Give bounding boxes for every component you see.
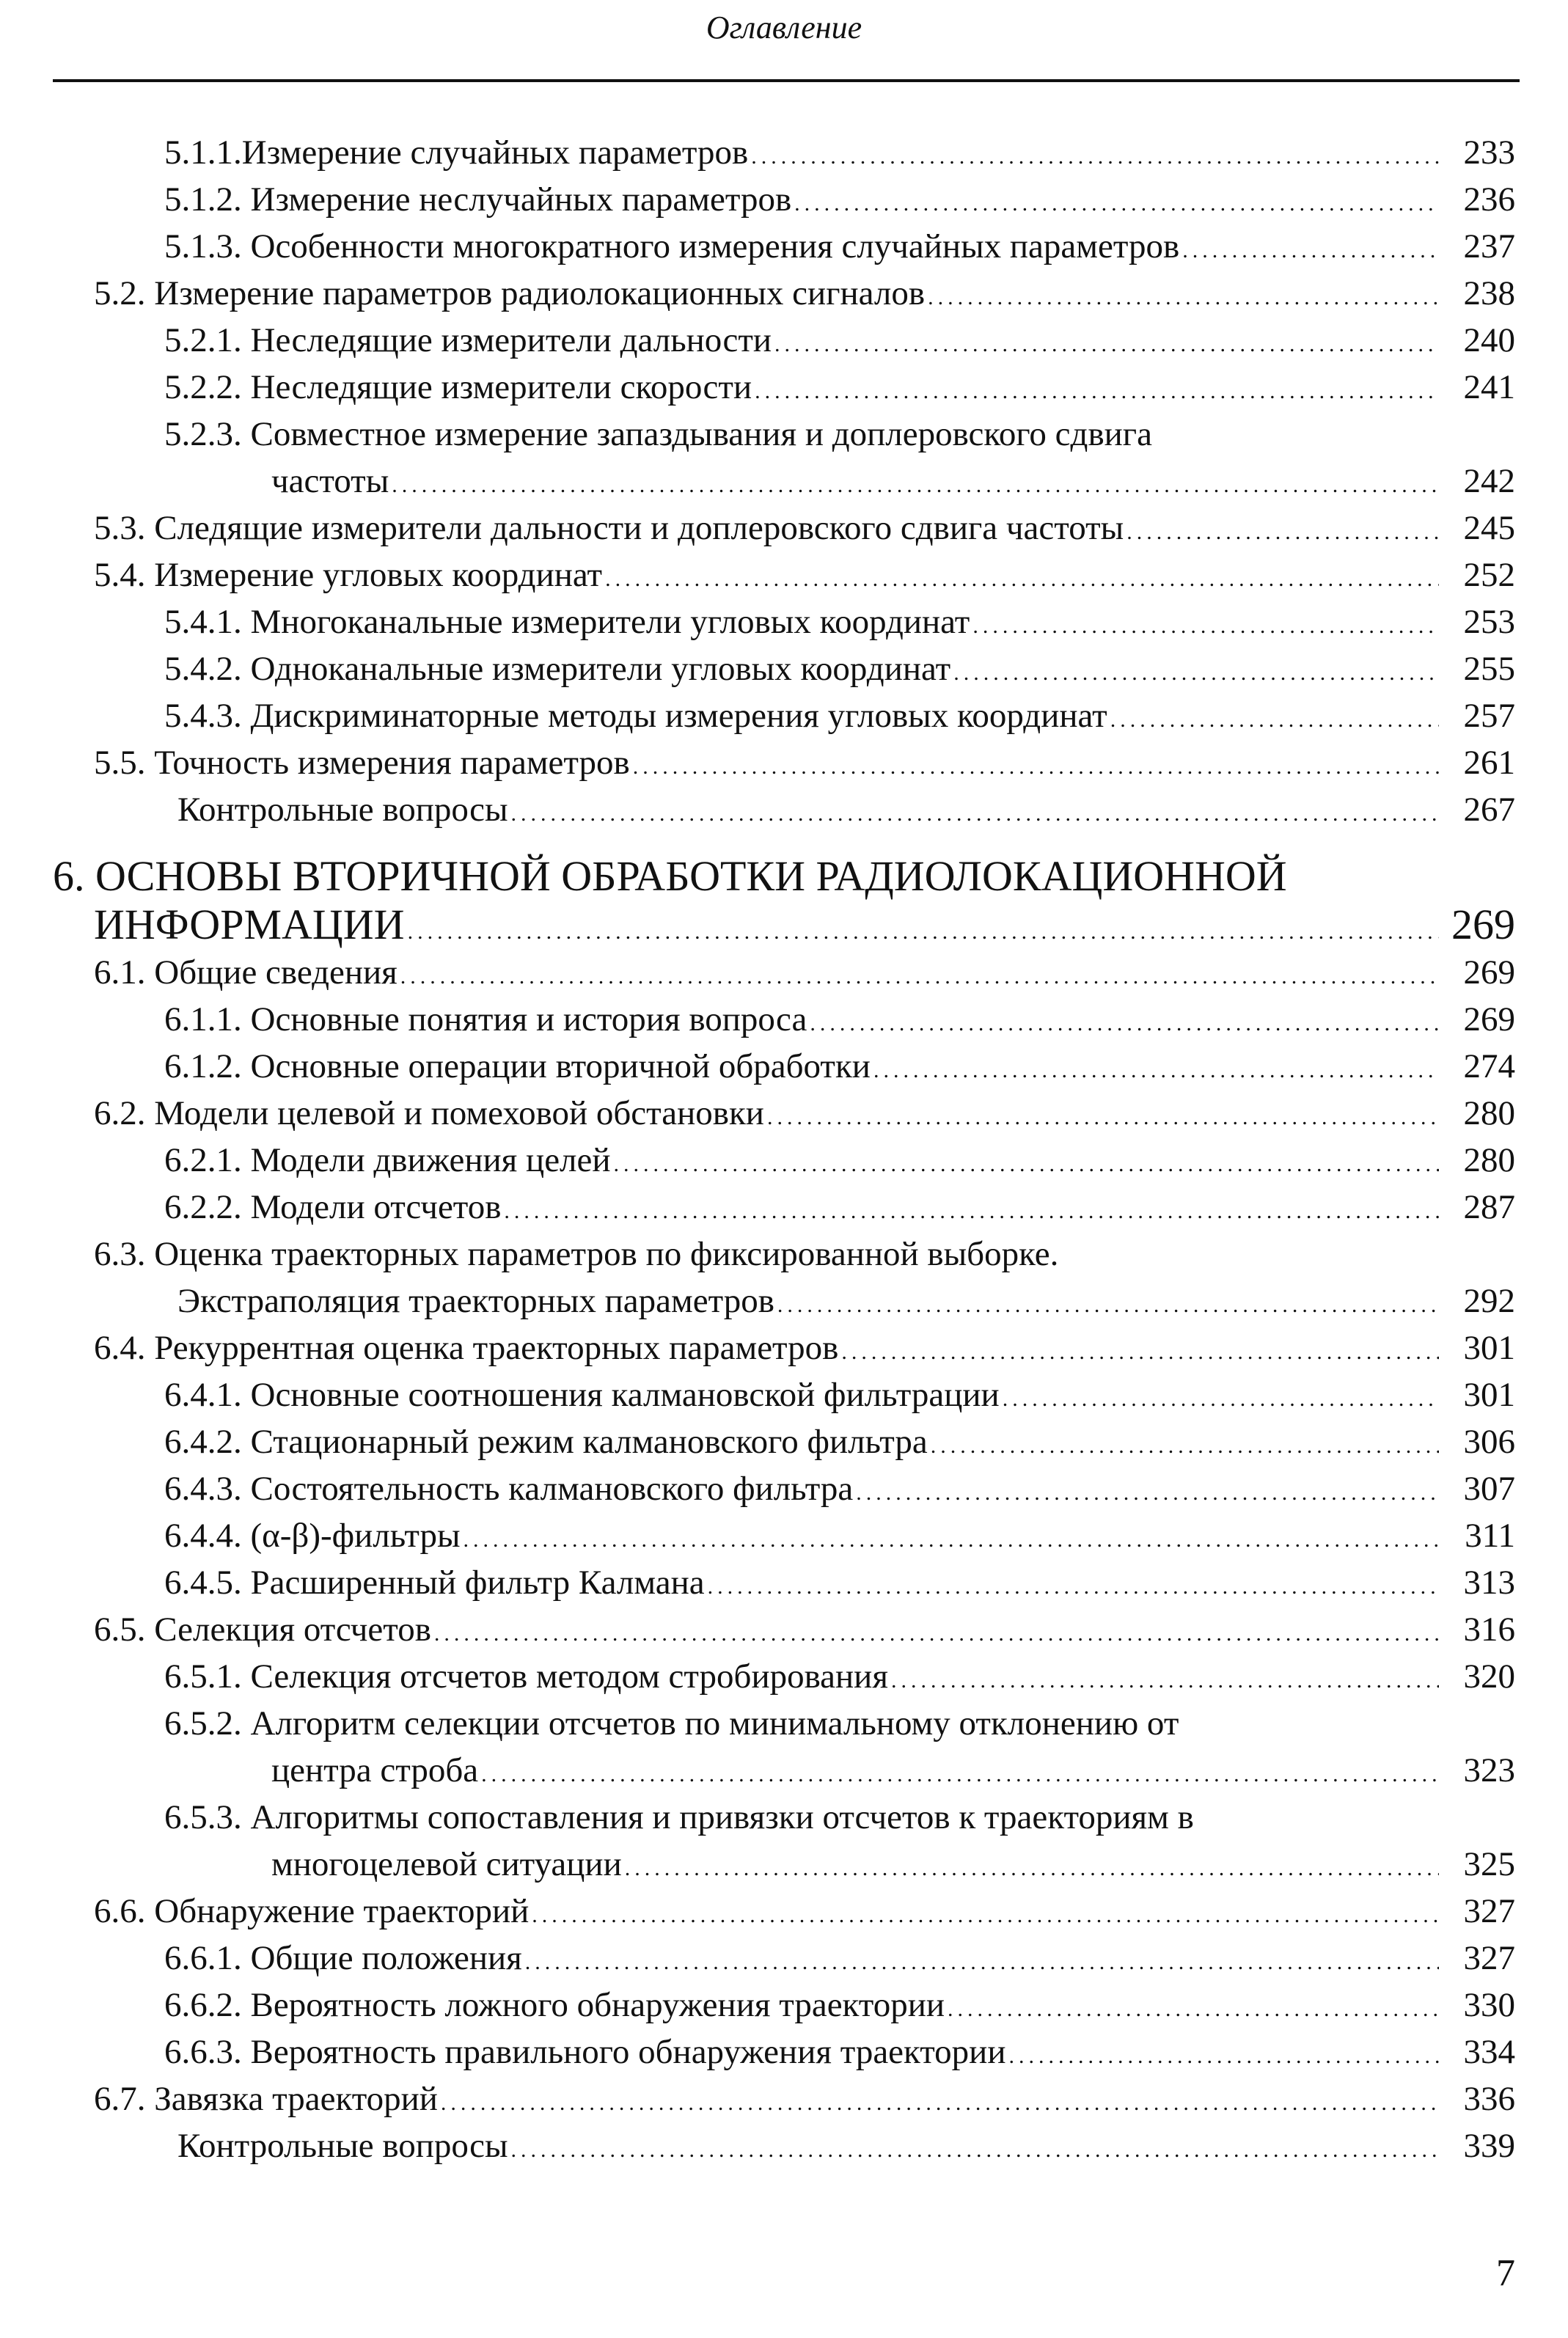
dot-leader bbox=[751, 133, 1439, 180]
toc-entry-title bbox=[164, 1512, 461, 1559]
toc-entry-label: многоцелевой ситуации bbox=[271, 1845, 622, 1883]
toc-entry-continuation bbox=[0, 458, 1568, 505]
toc-entry-label: Алгоритмы сопоставления и привязки отсчетов к траекториям в bbox=[250, 1798, 1194, 1836]
header-rule bbox=[53, 79, 1520, 82]
toc-entry-page: 311 bbox=[1465, 1517, 1515, 1555]
toc-entry bbox=[0, 1888, 1568, 1935]
dot-leader bbox=[1182, 227, 1439, 274]
toc-entry bbox=[0, 1137, 1568, 1184]
toc-entry-page: 241 bbox=[1463, 368, 1515, 406]
toc-entry bbox=[0, 505, 1568, 551]
toc-entry-page: 307 bbox=[1463, 1470, 1515, 1508]
toc-entry bbox=[0, 1324, 1568, 1371]
toc-entry bbox=[0, 317, 1568, 364]
dot-leader bbox=[1110, 697, 1439, 744]
toc-entry-label: Вероятность правильного обнаружения траектории bbox=[250, 2033, 1006, 2071]
toc-entry-title bbox=[271, 1747, 478, 1794]
dot-leader bbox=[774, 321, 1439, 368]
dot-leader bbox=[931, 1423, 1439, 1470]
toc-entry-title bbox=[94, 949, 398, 996]
toc-entry bbox=[0, 1606, 1568, 1653]
toc-entry-title bbox=[164, 411, 1152, 458]
toc-entry-page: 280 bbox=[1463, 1141, 1515, 1179]
toc-entry bbox=[0, 2029, 1568, 2075]
toc-entry bbox=[0, 645, 1568, 692]
toc-entry-title bbox=[164, 1935, 522, 1982]
toc-entry-label: Неследящие измерители скорости bbox=[250, 368, 752, 406]
toc-entry-label: Модели движения целей bbox=[250, 1141, 611, 1179]
toc-entry-title bbox=[94, 505, 1124, 551]
toc-entry-title bbox=[164, 2029, 1005, 2075]
toc-entry-page: 236 bbox=[1463, 180, 1515, 219]
toc-entry-number: 5.2.2. bbox=[164, 368, 251, 406]
toc-entry bbox=[0, 598, 1568, 645]
toc-entry-page: 274 bbox=[1463, 1047, 1515, 1085]
toc-entry-label: Особенности многократного измерения случайных параметров bbox=[250, 227, 1180, 265]
toc-entry-page: 242 bbox=[1463, 462, 1515, 500]
toc-entry bbox=[0, 364, 1568, 411]
toc-entry-label: Основные понятия и история вопроса bbox=[250, 1000, 807, 1038]
dot-leader bbox=[605, 556, 1439, 603]
toc-entry-number: 6.6.2. bbox=[164, 1986, 251, 2024]
toc-entry-page: 269 bbox=[1463, 1000, 1515, 1038]
toc-entry-label: Алгоритм селекции отсчетов по минимальному отклонению от bbox=[250, 1704, 1179, 1742]
toc-entry-number: 6. bbox=[53, 852, 95, 900]
toc-entry-page: 238 bbox=[1463, 274, 1515, 312]
toc-entry-label: Контрольные вопросы bbox=[177, 791, 508, 829]
toc-entry-title bbox=[164, 176, 791, 223]
dot-leader bbox=[1003, 1376, 1439, 1423]
dot-leader bbox=[392, 462, 1439, 509]
dot-leader bbox=[873, 1047, 1439, 1094]
toc-entry-page: 237 bbox=[1463, 227, 1515, 265]
toc-entry bbox=[0, 551, 1568, 598]
dot-leader bbox=[532, 1892, 1439, 1939]
toc-entry-label: Основные соотношения калмановской фильтрации bbox=[250, 1376, 1000, 1414]
toc-entry-title bbox=[164, 317, 772, 364]
toc-entry-number: 6.5.3. bbox=[164, 1798, 251, 1836]
toc-entry-page: 255 bbox=[1463, 650, 1515, 688]
toc-entry-label: Селекция отсчетов bbox=[154, 1610, 431, 1649]
toc-entry-title bbox=[94, 1888, 529, 1935]
toc-entry-title bbox=[164, 1653, 888, 1700]
toc-entry bbox=[0, 786, 1568, 833]
toc-entry bbox=[0, 1559, 1568, 1606]
toc-entry-label: Стационарный режим калмановского фильтра bbox=[250, 1423, 928, 1461]
dot-leader bbox=[400, 953, 1439, 1000]
toc-entry-title bbox=[53, 852, 1287, 901]
toc-entry-number: 5.4.2. bbox=[164, 650, 251, 688]
toc-entry-continuation bbox=[0, 1278, 1568, 1324]
dot-leader bbox=[1126, 509, 1439, 556]
toc-entry bbox=[0, 1700, 1568, 1747]
toc-entry-title bbox=[164, 364, 752, 411]
toc-entry-title bbox=[164, 645, 950, 692]
dot-leader bbox=[794, 180, 1439, 227]
toc-entry-label: Оценка траекторных параметров по фиксированной выборке. bbox=[154, 1235, 1059, 1273]
toc-entry-number: 6.4.3. bbox=[164, 1470, 251, 1508]
toc-entry-label: Состоятельность калмановского фильтра bbox=[250, 1470, 854, 1508]
dot-leader bbox=[625, 1845, 1439, 1892]
dot-leader bbox=[777, 1282, 1439, 1329]
toc-entry-label: Селекция отсчетов методом стробирования bbox=[250, 1657, 888, 1696]
toc-entry bbox=[0, 1512, 1568, 1559]
toc-entry-title bbox=[271, 1841, 622, 1888]
toc-entry-title bbox=[94, 551, 602, 598]
toc-entry-title bbox=[164, 1559, 705, 1606]
toc-entry bbox=[0, 411, 1568, 458]
toc-entry-number: 6.4.4. bbox=[164, 1517, 251, 1555]
toc-entry-label: Модели целевой и помеховой обстановки bbox=[154, 1094, 764, 1132]
toc-entry-title bbox=[164, 1137, 611, 1184]
toc-entry-number: 6.1. bbox=[94, 953, 155, 992]
toc-entry-label: Измерение параметров радиолокационных сигналов bbox=[154, 274, 926, 312]
toc-entry-page: 325 bbox=[1463, 1845, 1515, 1883]
dot-leader bbox=[464, 1517, 1439, 1564]
dot-leader bbox=[972, 603, 1439, 650]
dot-leader bbox=[511, 2127, 1439, 2174]
toc-entry-page: 267 bbox=[1463, 791, 1515, 829]
toc-entry-number: 5.5. bbox=[94, 744, 155, 782]
toc-entry-title bbox=[164, 1371, 1000, 1418]
toc-entry-number: 5.1.3. bbox=[164, 227, 251, 265]
dot-leader bbox=[1008, 2033, 1439, 2080]
toc-entry-page: 320 bbox=[1463, 1657, 1515, 1696]
toc-entry-label: Одноканальные измерители угловых координат bbox=[250, 650, 951, 688]
toc-entry-page: 287 bbox=[1463, 1188, 1515, 1226]
toc-entry-label: Вероятность ложного обнаружения траектории bbox=[250, 1986, 945, 2024]
toc-entry-page: 323 bbox=[1463, 1751, 1515, 1789]
toc-entry-number: 6.2. bbox=[94, 1094, 155, 1132]
toc-entry-number: 6.4.1. bbox=[164, 1376, 251, 1414]
toc-entry bbox=[0, 1465, 1568, 1512]
toc-entry-page: 269 bbox=[1451, 901, 1515, 948]
toc-entry-number: 5.2. bbox=[94, 274, 155, 312]
toc-entry-label: Следящие измерители дальности и доплеровского сдвига частоты bbox=[154, 509, 1124, 547]
toc-entry-page: 269 bbox=[1463, 953, 1515, 992]
toc-entry-page: 252 bbox=[1463, 556, 1515, 594]
toc-entry-label: Экстраполяция траекторных параметров bbox=[177, 1282, 774, 1320]
toc-entry bbox=[0, 1371, 1568, 1418]
toc-entry bbox=[0, 739, 1568, 786]
toc-entry-label: Завязка траекторий bbox=[154, 2080, 438, 2118]
toc-entry bbox=[0, 1043, 1568, 1090]
toc-entry-number: 5.1.1. bbox=[164, 133, 242, 172]
dot-leader bbox=[481, 1751, 1439, 1798]
toc-entry-number: 6.4.5. bbox=[164, 1564, 251, 1602]
toc-entry-label: Общие сведения bbox=[154, 953, 398, 992]
toc-entry-label: Многоканальные измерители угловых координат bbox=[250, 603, 970, 641]
dot-leader bbox=[525, 1939, 1439, 1986]
toc-entry-number: 5.4.3. bbox=[164, 697, 251, 735]
toc-entry-page: 327 bbox=[1463, 1939, 1515, 1977]
toc-entry-label: Общие положения bbox=[250, 1939, 522, 1977]
toc-entry-title bbox=[94, 1324, 838, 1371]
toc-entry-title bbox=[94, 270, 925, 317]
toc-entry-title bbox=[164, 1465, 853, 1512]
toc-entry-number: 6.6.3. bbox=[164, 2033, 251, 2071]
toc-entry-title bbox=[177, 1278, 774, 1324]
toc-entry-continuation bbox=[0, 1747, 1568, 1794]
toc-entry-label: Измерение случайных параметров bbox=[241, 133, 749, 172]
toc-entry-title bbox=[164, 692, 1107, 739]
toc-entry-title bbox=[164, 1418, 928, 1465]
toc-entry-page: 316 bbox=[1463, 1610, 1515, 1649]
toc-entry bbox=[0, 2122, 1568, 2169]
toc-entry-page: 339 bbox=[1463, 2127, 1515, 2165]
toc-entry-number: 5.2.1. bbox=[164, 321, 251, 359]
toc-entry-title bbox=[271, 458, 389, 505]
dot-leader bbox=[614, 1141, 1439, 1188]
toc-entry-title bbox=[164, 1982, 945, 2029]
toc-entry bbox=[0, 2075, 1568, 2122]
toc-entry-page: 253 bbox=[1463, 603, 1515, 641]
dot-leader bbox=[928, 274, 1439, 321]
toc-entry-title bbox=[164, 223, 1179, 270]
toc-entry-label: Неследящие измерители дальности bbox=[250, 321, 772, 359]
page-number: 7 bbox=[1496, 2252, 1515, 2294]
toc-entry-number: 5.4. bbox=[94, 556, 155, 594]
dot-leader bbox=[511, 791, 1439, 838]
toc-entry-title bbox=[164, 1700, 1179, 1747]
toc-entry bbox=[0, 176, 1568, 223]
toc-entry bbox=[0, 1231, 1568, 1278]
toc-entry-title bbox=[94, 1231, 1058, 1278]
toc-entry-title bbox=[164, 1043, 871, 1090]
toc-entry bbox=[0, 1090, 1568, 1137]
toc-entry-page: 306 bbox=[1463, 1423, 1515, 1461]
toc-entry-page: 327 bbox=[1463, 1892, 1515, 1930]
toc-entry-page: 245 bbox=[1463, 509, 1515, 547]
toc-entry-continuation bbox=[0, 1841, 1568, 1888]
toc-entry-title bbox=[94, 1606, 431, 1653]
dot-leader bbox=[810, 1000, 1439, 1047]
toc-entry-number: 6.7. bbox=[94, 2080, 155, 2118]
dot-leader bbox=[767, 1094, 1439, 1141]
toc-entry bbox=[0, 1184, 1568, 1231]
toc-entry-title bbox=[177, 2122, 508, 2169]
toc-entry-label: Контрольные вопросы bbox=[177, 2127, 508, 2165]
toc-entry bbox=[0, 1935, 1568, 1982]
toc-entry-title bbox=[94, 901, 405, 949]
toc-entry-label: Измерение угловых координат bbox=[154, 556, 603, 594]
toc-entry-title bbox=[94, 1090, 764, 1137]
toc-entry-number: 6.1.1. bbox=[164, 1000, 251, 1038]
toc-entry-label: Расширенный фильтр Калмана bbox=[250, 1564, 705, 1602]
dot-leader bbox=[755, 368, 1439, 415]
dot-leader bbox=[434, 1610, 1439, 1657]
toc-entry-label: Рекуррентная оценка траекторных параметров bbox=[154, 1329, 839, 1367]
toc-entry bbox=[0, 223, 1568, 270]
toc-entry bbox=[0, 129, 1568, 176]
toc-entry-title bbox=[94, 739, 630, 786]
toc-entry bbox=[0, 949, 1568, 996]
toc-entry-number: 6.2.2. bbox=[164, 1188, 251, 1226]
toc-entry-title bbox=[164, 598, 970, 645]
toc-entry-number: 6.5.1. bbox=[164, 1657, 251, 1696]
toc-entry bbox=[0, 692, 1568, 739]
toc-entry-label: ОСНОВЫ ВТОРИЧНОЙ ОБРАБОТКИ РАДИОЛОКАЦИОННОЙ bbox=[95, 852, 1287, 900]
toc-entry-number: 5.1.2. bbox=[164, 180, 251, 219]
toc-entry-label: частоты bbox=[271, 462, 389, 500]
toc-entry-label: Дискриминаторные методы измерения угловых координат bbox=[250, 697, 1107, 735]
toc-entry-page: 240 bbox=[1463, 321, 1515, 359]
dot-leader bbox=[504, 1188, 1439, 1235]
dot-leader bbox=[891, 1657, 1439, 1704]
toc-entry-page: 313 bbox=[1463, 1564, 1515, 1602]
toc-entry-label: (α-β)-фильтры bbox=[250, 1517, 461, 1555]
toc-entry-label: Обнаружение траекторий bbox=[154, 1892, 530, 1930]
toc-entry-number: 6.6. bbox=[94, 1892, 155, 1930]
dot-leader bbox=[953, 650, 1439, 697]
toc-entry bbox=[0, 1418, 1568, 1465]
toc-entry-number: 6.3. bbox=[94, 1235, 155, 1273]
toc-entry-number: 6.4. bbox=[94, 1329, 155, 1367]
toc-entry-label: Измерение неслучайных параметров bbox=[250, 180, 792, 219]
dot-leader bbox=[856, 1470, 1439, 1517]
toc-entry-number: 6.4.2. bbox=[164, 1423, 251, 1461]
toc-entry-page: 261 bbox=[1463, 744, 1515, 782]
toc-entry-title bbox=[177, 786, 508, 833]
toc-entry-label: ИНФОРМАЦИИ bbox=[94, 901, 405, 948]
dot-leader bbox=[841, 1329, 1439, 1376]
toc-entry-page: 330 bbox=[1463, 1986, 1515, 2024]
toc-entry bbox=[0, 1653, 1568, 1700]
toc-chapter-continuation bbox=[0, 901, 1568, 949]
dot-leader bbox=[441, 2080, 1439, 2127]
toc-entry bbox=[0, 1982, 1568, 2029]
toc-entry-label: Точность измерения параметров bbox=[154, 744, 630, 782]
dot-leader bbox=[633, 744, 1439, 791]
toc-entry-number: 6.6.1. bbox=[164, 1939, 251, 1977]
toc-entry-title bbox=[164, 129, 748, 176]
toc-entry-number: 5.2.3. bbox=[164, 415, 251, 453]
toc-entry-label: Основные операции вторичной обработки bbox=[250, 1047, 871, 1085]
toc-entry bbox=[0, 270, 1568, 317]
toc-entry-number: 5.4.1. bbox=[164, 603, 251, 641]
toc-entry-page: 280 bbox=[1463, 1094, 1515, 1132]
toc-entry-label: центра строба bbox=[271, 1751, 479, 1789]
toc-entry-page: 292 bbox=[1463, 1282, 1515, 1320]
toc-entry-title bbox=[164, 996, 807, 1043]
toc-entry-label: Модели отсчетов bbox=[250, 1188, 502, 1226]
dot-leader bbox=[948, 1986, 1439, 2033]
toc-entry bbox=[0, 1794, 1568, 1841]
table-of-contents bbox=[0, 129, 1568, 2169]
toc-entry-number: 6.1.2. bbox=[164, 1047, 251, 1085]
running-header: Оглавление bbox=[706, 10, 862, 45]
dot-leader bbox=[708, 1564, 1439, 1610]
toc-entry-number: 6.2.1. bbox=[164, 1141, 251, 1179]
toc-entry-number: 5.3. bbox=[94, 509, 155, 547]
toc-entry-page: 301 bbox=[1463, 1329, 1515, 1367]
toc-entry-page: 257 bbox=[1463, 697, 1515, 735]
toc-entry-page: 301 bbox=[1463, 1376, 1515, 1414]
toc-entry-title bbox=[94, 2075, 438, 2122]
toc-entry-title bbox=[164, 1184, 501, 1231]
toc-entry-page: 233 bbox=[1463, 133, 1515, 172]
toc-entry-number: 6.5. bbox=[94, 1610, 155, 1649]
toc-entry-title bbox=[164, 1794, 1194, 1841]
toc-entry-number: 6.5.2. bbox=[164, 1704, 251, 1742]
toc-chapter bbox=[0, 852, 1568, 901]
toc-entry bbox=[0, 996, 1568, 1043]
toc-entry-page: 336 bbox=[1463, 2080, 1515, 2118]
toc-entry-label: Совместное измерение запаздывания и доплеровского сдвига bbox=[250, 415, 1152, 453]
toc-entry-page: 334 bbox=[1463, 2033, 1515, 2071]
